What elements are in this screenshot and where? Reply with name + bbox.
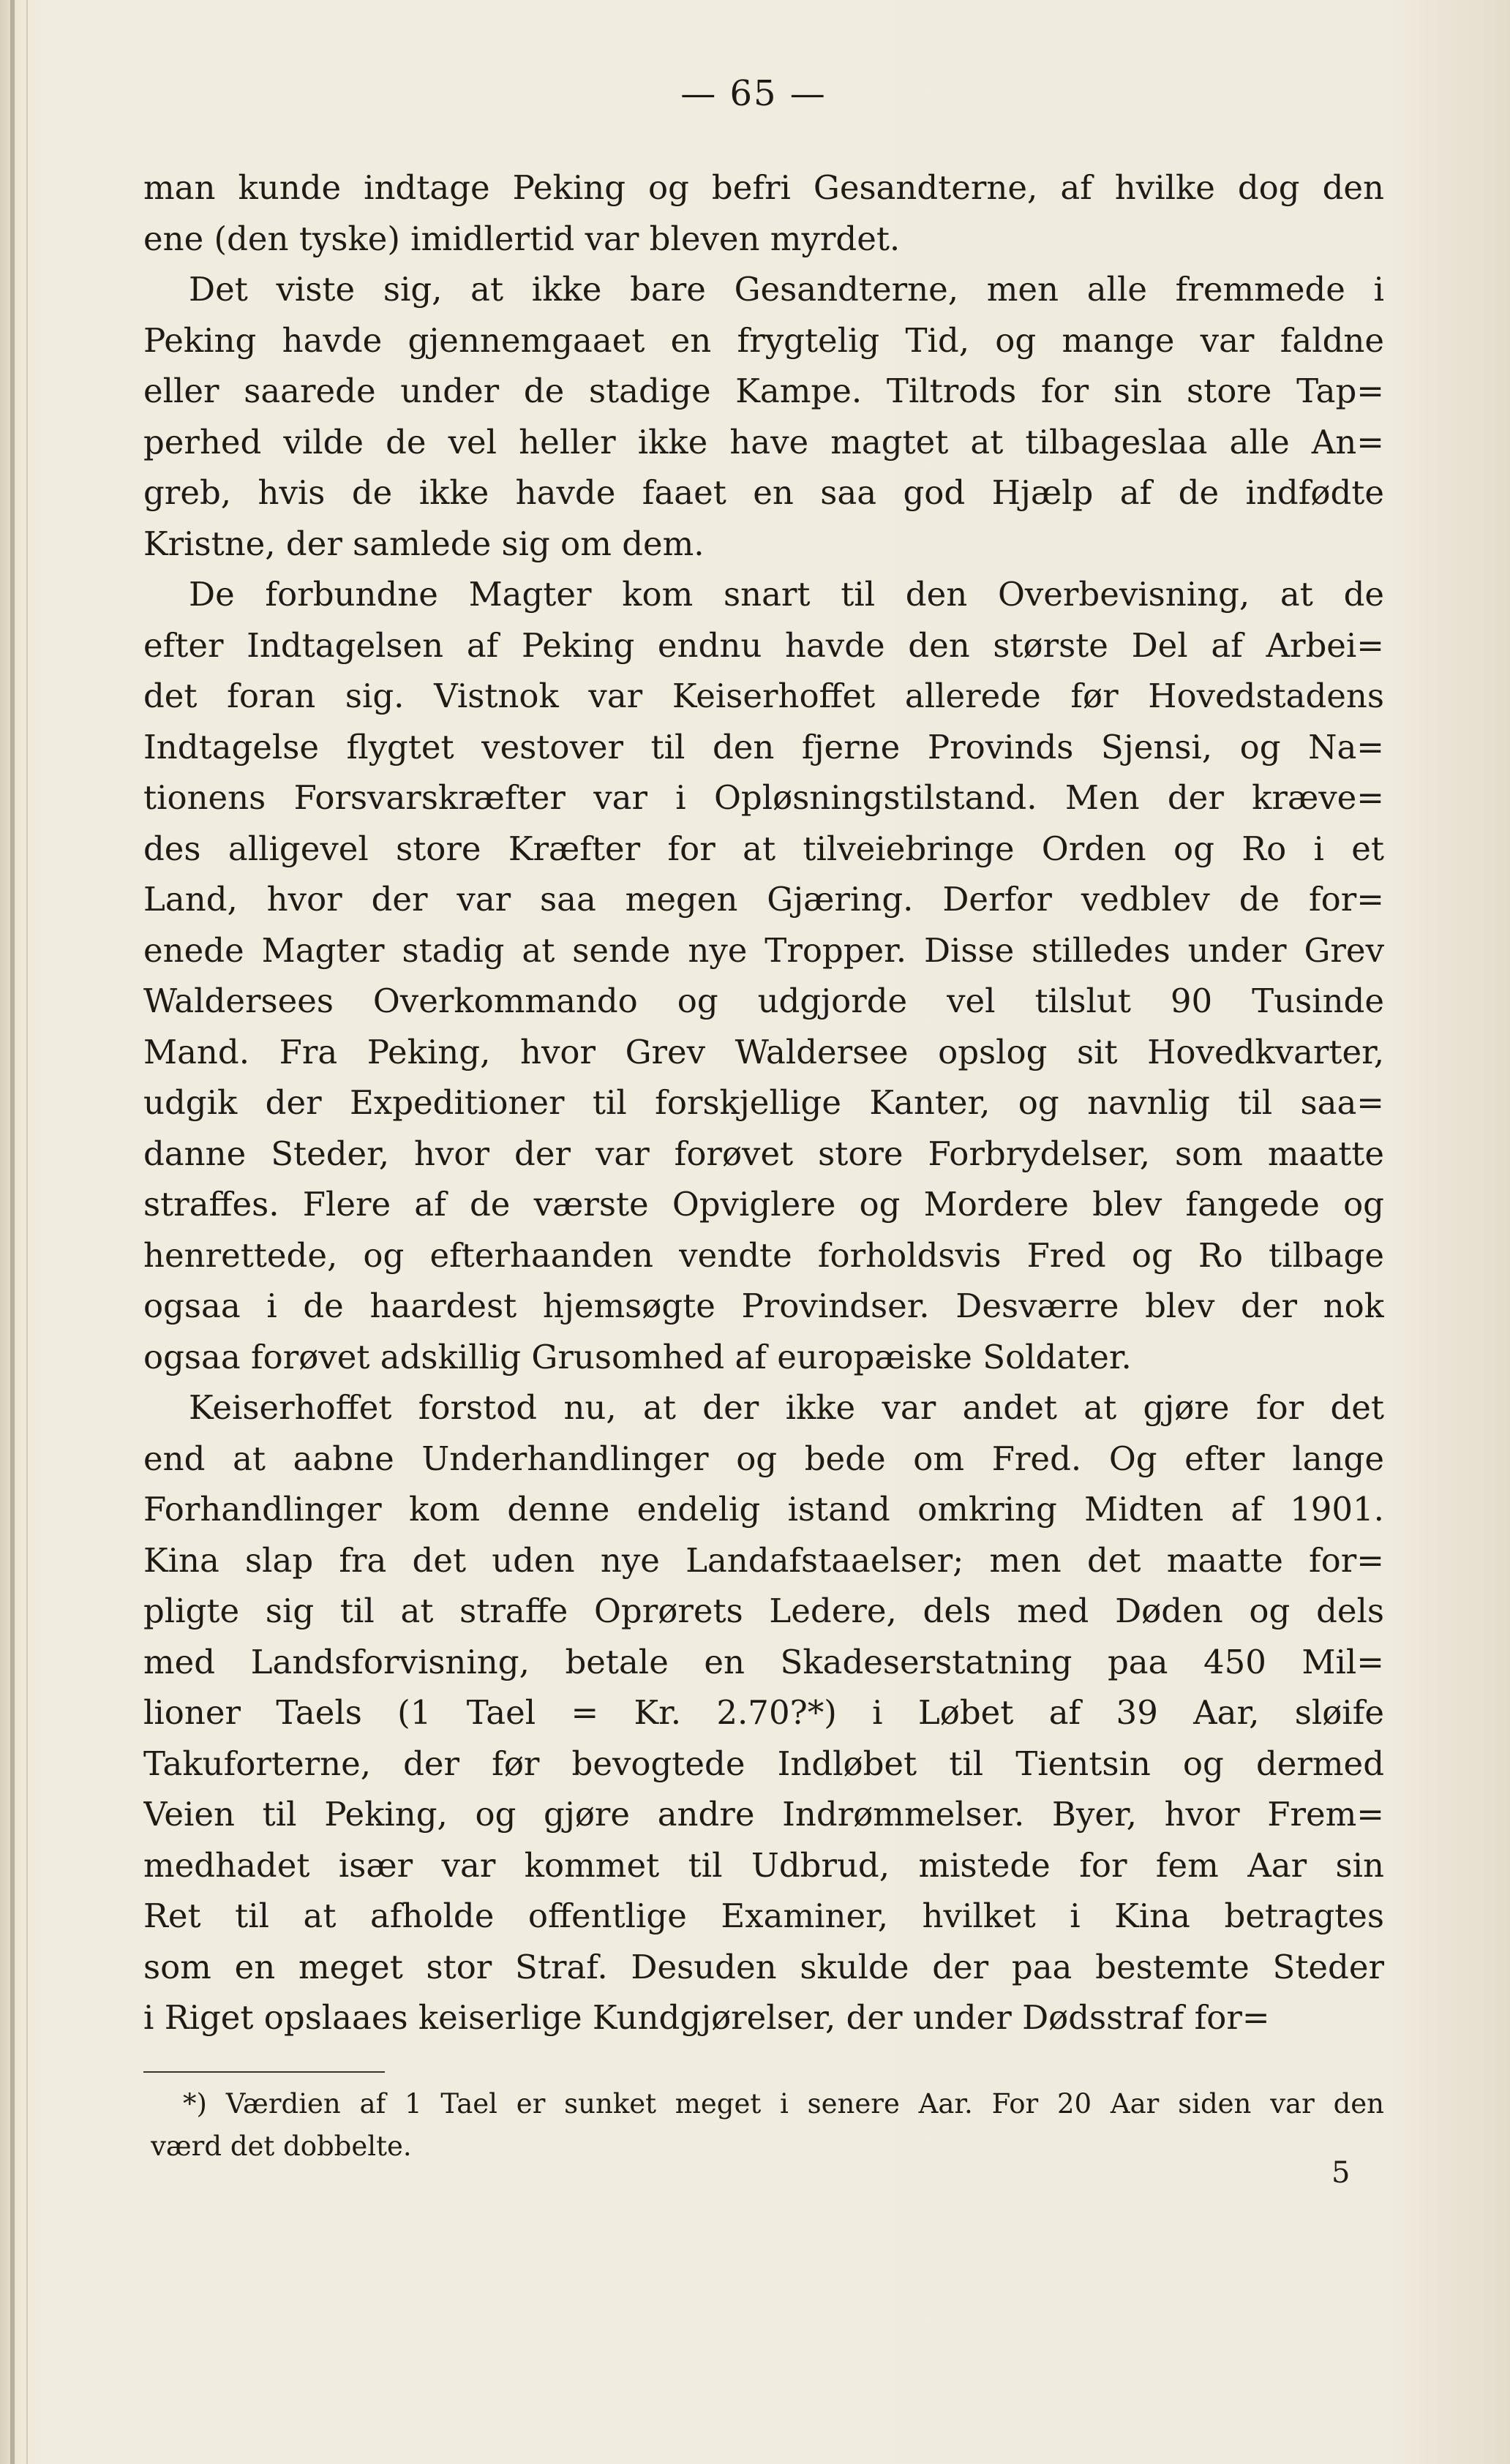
text-line: Ret til at afholde offentlige Examiner, hvilket i Kina betragtes <box>143 1896 1384 1935</box>
text-line: tionens Forsvarskræfter var i Opløsningstilstand. Men der kræve= <box>143 778 1384 817</box>
text-line: som en meget stor Straf. Desuden skulde der paa bestemte Steder <box>143 1947 1384 1986</box>
text-line: det foran sig. Vistnok var Keiserhoffet allerede før Hovedstadens <box>143 677 1384 715</box>
text-line: Land, hvor der var saa megen Gjæring. Derfor vedblev de for= <box>143 880 1384 919</box>
text-line: henrettede, og efterhaanden vendte forholdsvis Fred og Ro tilbage <box>143 1235 1384 1275</box>
footnote-line: værd det dobbelte. <box>151 2130 412 2162</box>
text-line: i Riget opslaaes keiserlige Kundgjørelser, der under Dødsstraf for= <box>143 1998 1270 2037</box>
footnote-rule <box>143 2071 385 2073</box>
text-line: Det viste sig, at ikke bare Gesandterne, men alle fremmede i <box>189 270 1384 309</box>
text-line: straffes. Flere af de værste Opviglere og Mordere blev fangede og <box>143 1185 1384 1224</box>
text-line: medhadet især var kommet til Udbrud, mistede for fem Aar sin <box>143 1845 1384 1885</box>
text-line: Waldersees Overkommando og udgjorde vel tilslut 90 Tusinde <box>143 982 1384 1020</box>
text-line: greb, hvis de ikke havde faaet en saa god Hjælp af de indfødte <box>143 473 1384 512</box>
text-line: Takuforterne, der før bevogtede Indløbet til Tientsin og dermed <box>143 1744 1384 1783</box>
text-line: lioner Taels (1 Tael = Kr. 2.70?*) i Løbet af 39 Aar, sløife <box>143 1693 1384 1732</box>
body-text <box>143 162 1384 2043</box>
text-line: des alligevel store Kræfter for at tilveiebringe Orden og Ro i et <box>143 829 1384 868</box>
text-line: man kunde indtage Peking og befri Gesandterne, af hvilke dog den <box>143 168 1384 207</box>
text-line: Veien til Peking, og gjøre andre Indrømmelser. Byer, hvor Frem= <box>143 1795 1384 1834</box>
text-line: ene (den tyske) imidlertid var bleven myrdet. <box>143 219 901 258</box>
page-number: — 65 — <box>680 73 827 114</box>
text-line: udgik der Expeditioner til forskjellige Kanter, og navnlig til saa= <box>143 1083 1384 1122</box>
text-line: Keiserhoffet forstod nu, at der ikke var andet at gjøre for det <box>189 1388 1384 1427</box>
binding-edge <box>10 0 15 2464</box>
text-line: Kina slap fra det uden nye Landafstaaelser; men det maatte for= <box>143 1540 1384 1580</box>
text-line: Indtagelse flygtet vestover til den fjerne Provinds Sjensi, og Na= <box>143 727 1384 766</box>
text-line: end at aabne Underhandlinger og bede om Fred. Og efter lange <box>143 1439 1384 1478</box>
text-line: efter Indtagelsen af Peking endnu havde den største Del af Arbei= <box>143 625 1384 665</box>
text-line: pligte sig til at straffe Oprørets Ledere, dels med Døden og dels <box>143 1591 1384 1630</box>
text-line: danne Steder, hvor der var forøvet store Forbrydelser, som maatte <box>143 1134 1384 1173</box>
text-line: Forhandlinger kom denne endelig istand omkring Midten af 1901. <box>143 1490 1384 1529</box>
text-line: perhed vilde de vel heller ikke have magtet at tilbageslaa alle An= <box>143 422 1384 461</box>
text-line: Kristne, der samlede sig om dem. <box>143 524 705 563</box>
text-line: Peking havde gjennemgaaet en frygtelig Tid, og mange var faldne <box>143 320 1384 360</box>
footnote-line: *) Værdien af 1 Tael er sunket meget i senere Aar. For 20 Aar siden var den <box>183 2088 1384 2120</box>
signature-mark: 5 <box>1331 2156 1351 2190</box>
footnote <box>151 2083 1384 2168</box>
text-line: eller saarede under de stadige Kampe. Tiltrods for sin store Tap= <box>143 372 1384 410</box>
text-line: Mand. Fra Peking, hvor Grev Waldersee opslog sit Hovedkvarter, <box>143 1032 1384 1071</box>
text-line: De forbundne Magter kom snart til den Overbevisning, at de <box>189 575 1384 614</box>
text-line: med Landsforvisning, betale en Skadeserstatning paa 450 Mil= <box>143 1642 1384 1681</box>
text-line: enede Magter stadig at sende nye Tropper. Disse stilledes under Grev <box>143 930 1384 970</box>
text-line: ogsaa i de haardest hjemsøgte Provindser. Desværre blev der nok <box>143 1286 1384 1325</box>
text-line: ogsaa forøvet adskillig Grusomhed af europæiske Soldater. <box>143 1337 1132 1376</box>
binding-shadow <box>26 0 28 2464</box>
